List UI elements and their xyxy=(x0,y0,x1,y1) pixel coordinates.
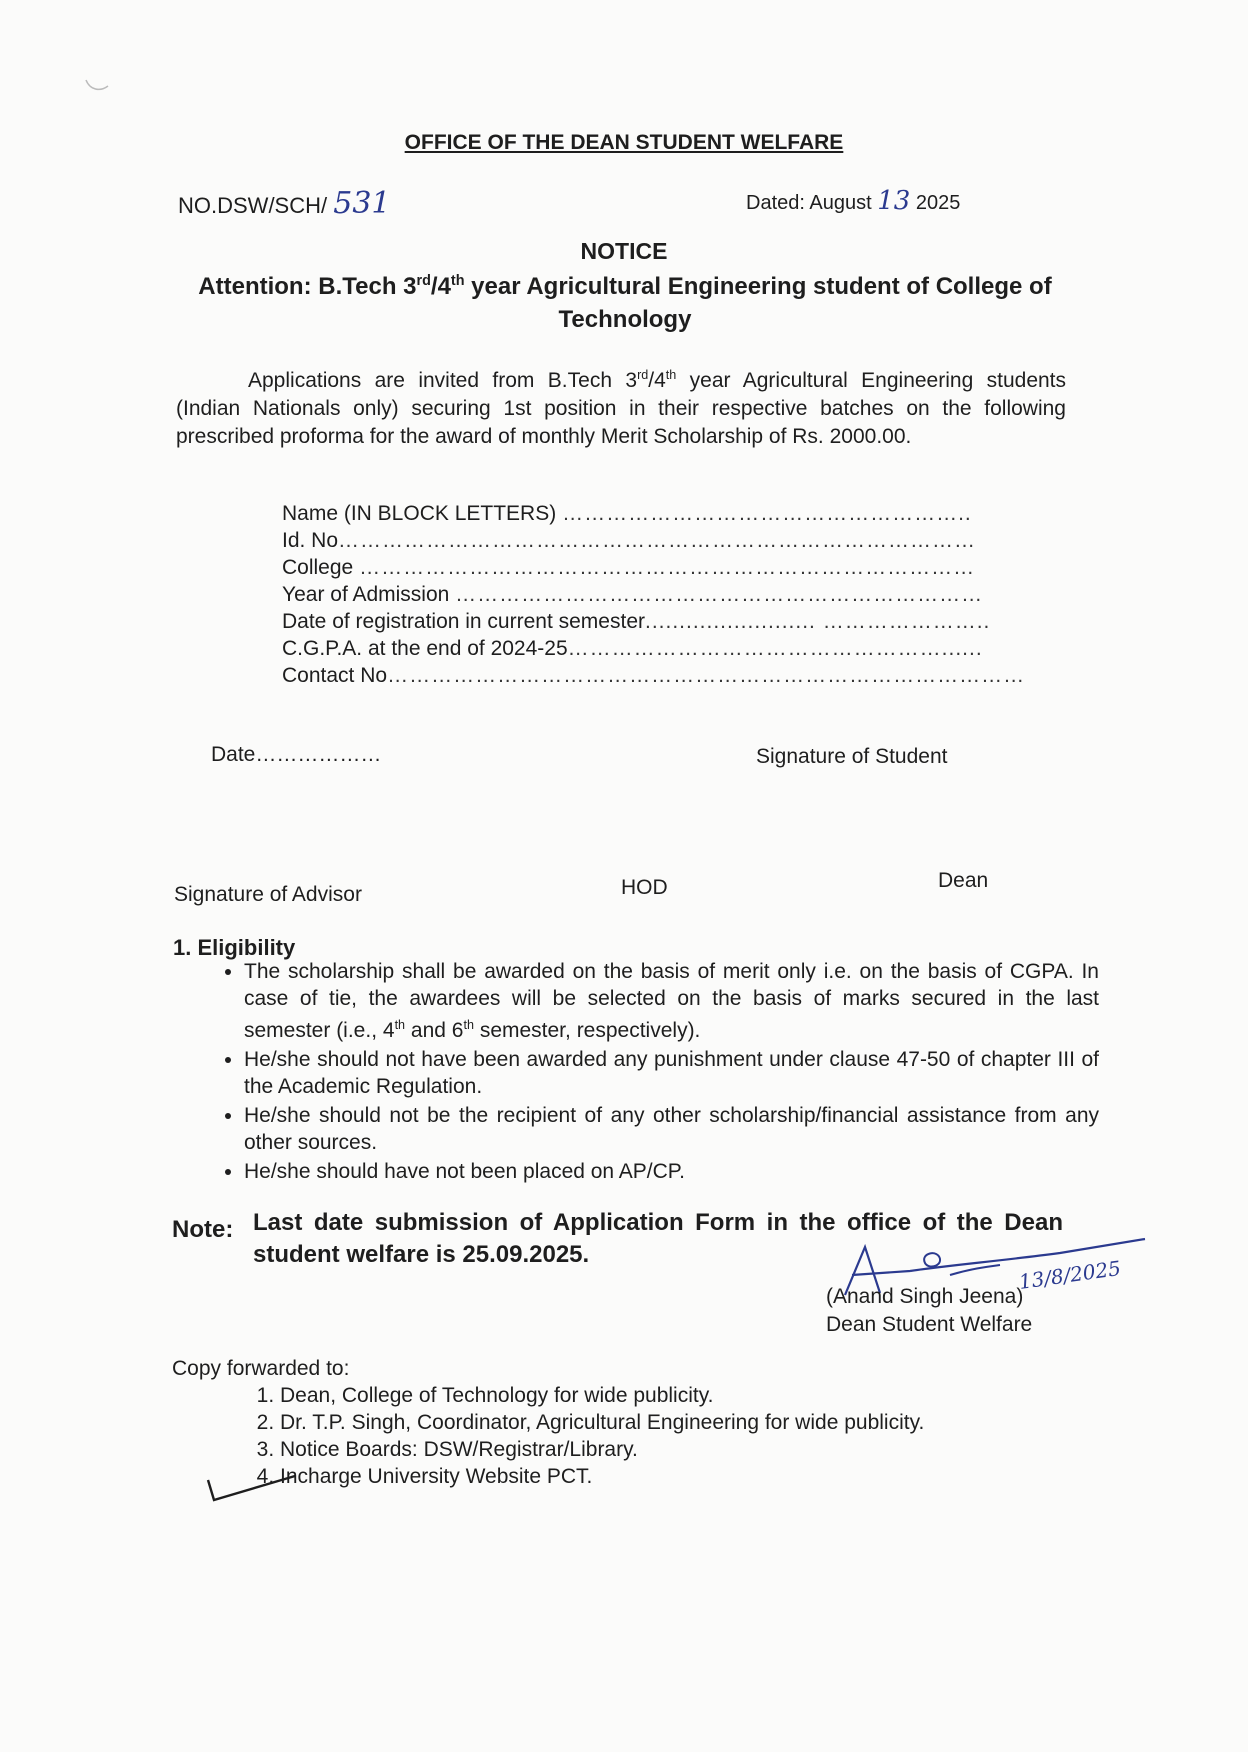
eligibility-item: • He/she should not be the recipient of any other scholarship/financial assistance from any other sources. xyxy=(244,1102,1099,1156)
signatory-designation: Dean Student Welfare xyxy=(826,1313,1033,1336)
field-date-of-registration xyxy=(282,608,1090,635)
eligibility-item1-part-c: semester, respectively). xyxy=(473,1019,701,1042)
attention-part-c: year Agricultural Engineering student of College of Technology xyxy=(464,273,1052,333)
eligibility-item xyxy=(244,958,1099,1044)
field-dots: ......................... ………………….. xyxy=(645,610,991,633)
dean-signature: Dean xyxy=(938,869,989,892)
eligibility-item: • He/she should have not been placed on AP/CP. xyxy=(244,1158,1099,1185)
intro-sup-th: th xyxy=(665,368,677,382)
signature-of-student: Signature of Student xyxy=(756,745,948,768)
field-dots: ………………………………………………………………………… xyxy=(359,556,976,579)
field-label: Name (IN BLOCK LETTERS) xyxy=(282,502,563,525)
field-label: Contact No xyxy=(282,664,388,687)
note-text: Last date submission of Application Form in the office of the Dean student welfare is 25.09.2025. xyxy=(253,1209,1063,1268)
field-year-of-admission xyxy=(282,581,1090,608)
reference-prefix: NO.DSW/SCH/ xyxy=(178,193,328,218)
field-label: C.G.P.A. at the end of 2024-25 xyxy=(282,637,568,660)
proforma-fields xyxy=(244,500,1090,689)
dated-year: 2025 xyxy=(915,192,961,214)
copy-item: 3. Notice Boards: DSW/Registrar/Library. xyxy=(280,1436,924,1463)
office-title: OFFICE OF THE DEAN STUDENT WELFARE xyxy=(404,131,844,154)
copy-item: 1. Dean, College of Technology for wide publicity. xyxy=(280,1382,924,1409)
eligibility-sup-th: th xyxy=(394,1018,406,1032)
copy-item: 4. Incharge University Website PCT. xyxy=(280,1463,924,1490)
dated-prefix: Dated: August xyxy=(746,192,872,214)
intro-part-c: year Agricultural Engineering students (Indian Nationals only) securing 1st position in their respective batches on the following prescribed proforma for the award of monthly Merit Scholarship of Rs. 2000.00. xyxy=(176,369,1067,448)
field-id-no xyxy=(282,527,1090,554)
copy-item: 2. Dr. T.P. Singh, Coordinator, Agricultural Engineering for wide publicity. xyxy=(280,1409,924,1436)
field-dots: …………………………………………………………………………… xyxy=(387,664,1026,687)
eligibility-item: • He/she should not have been awarded any punishment under clause 47-50 of chapter III of the Academic Regulation. xyxy=(244,1046,1099,1100)
eligibility-list xyxy=(220,958,1099,1187)
intro-part-b: /4 xyxy=(648,369,666,392)
attention-sup-th: th xyxy=(450,273,465,289)
field-dots: ……………………………………………….. xyxy=(562,502,972,525)
attention-sup-rd: rd xyxy=(416,273,431,289)
intro-paragraph xyxy=(176,361,1066,451)
field-label: College xyxy=(282,556,360,579)
field-dots: ……………………………………………………………… xyxy=(455,583,984,606)
field-dots: ……………………………………………...... xyxy=(567,637,983,660)
field-college xyxy=(282,554,1090,581)
copy-forwarded-title: Copy forwarded to: xyxy=(172,1357,350,1380)
handwritten-tick-mark xyxy=(200,1468,300,1508)
eligibility-title: 1. Eligibility xyxy=(173,935,296,960)
eligibility-item1-part-a: The scholarship shall be awarded on the basis of merit only i.e. on the basis of CGPA. In case of tie, the awardees will be selected on the basis of marks secured in the last semester (i.e., 4 xyxy=(244,960,1099,1042)
signatory-block xyxy=(826,1283,1032,1339)
field-name xyxy=(282,500,1090,527)
field-label: Year of Admission xyxy=(282,583,456,606)
dated-line xyxy=(746,186,960,216)
eligibility-item1-part-b: and 6 xyxy=(405,1019,464,1042)
intro-sup-rd: rd xyxy=(637,368,649,382)
reference-number-handwritten: 531 xyxy=(333,186,391,221)
attention-part-a: Attention: B.Tech 3 xyxy=(198,273,417,300)
paper-punch-mark xyxy=(82,76,112,96)
signatory-name: (Anand Singh Jeena) xyxy=(826,1285,1024,1308)
signature-of-advisor: Signature of Advisor xyxy=(174,883,362,906)
copy-forwarded-list xyxy=(242,1382,924,1490)
field-dots: …………………………………………………………………………… xyxy=(338,529,977,552)
eligibility-sup-th-2: th xyxy=(463,1018,474,1032)
notice-heading: NOTICE xyxy=(580,238,668,264)
handwritten-sign-date: 13/8/2025 xyxy=(1017,1255,1123,1294)
hod-signature: HOD xyxy=(621,876,668,899)
dated-day-handwritten: 13 xyxy=(877,186,911,216)
field-label: Id. No xyxy=(282,529,339,552)
reference-number xyxy=(178,186,391,221)
field-cgpa xyxy=(282,635,1090,662)
note-label: Note: xyxy=(172,1216,234,1243)
attention-heading xyxy=(150,265,1100,336)
field-label: Date of registration in current semester xyxy=(282,610,645,633)
field-contact-no xyxy=(282,662,1090,689)
intro-part-a: Applications are invited from B.Tech 3 xyxy=(248,369,638,392)
attention-part-b: /4 xyxy=(430,273,451,300)
date-signature-line: Date……………… xyxy=(211,743,382,766)
